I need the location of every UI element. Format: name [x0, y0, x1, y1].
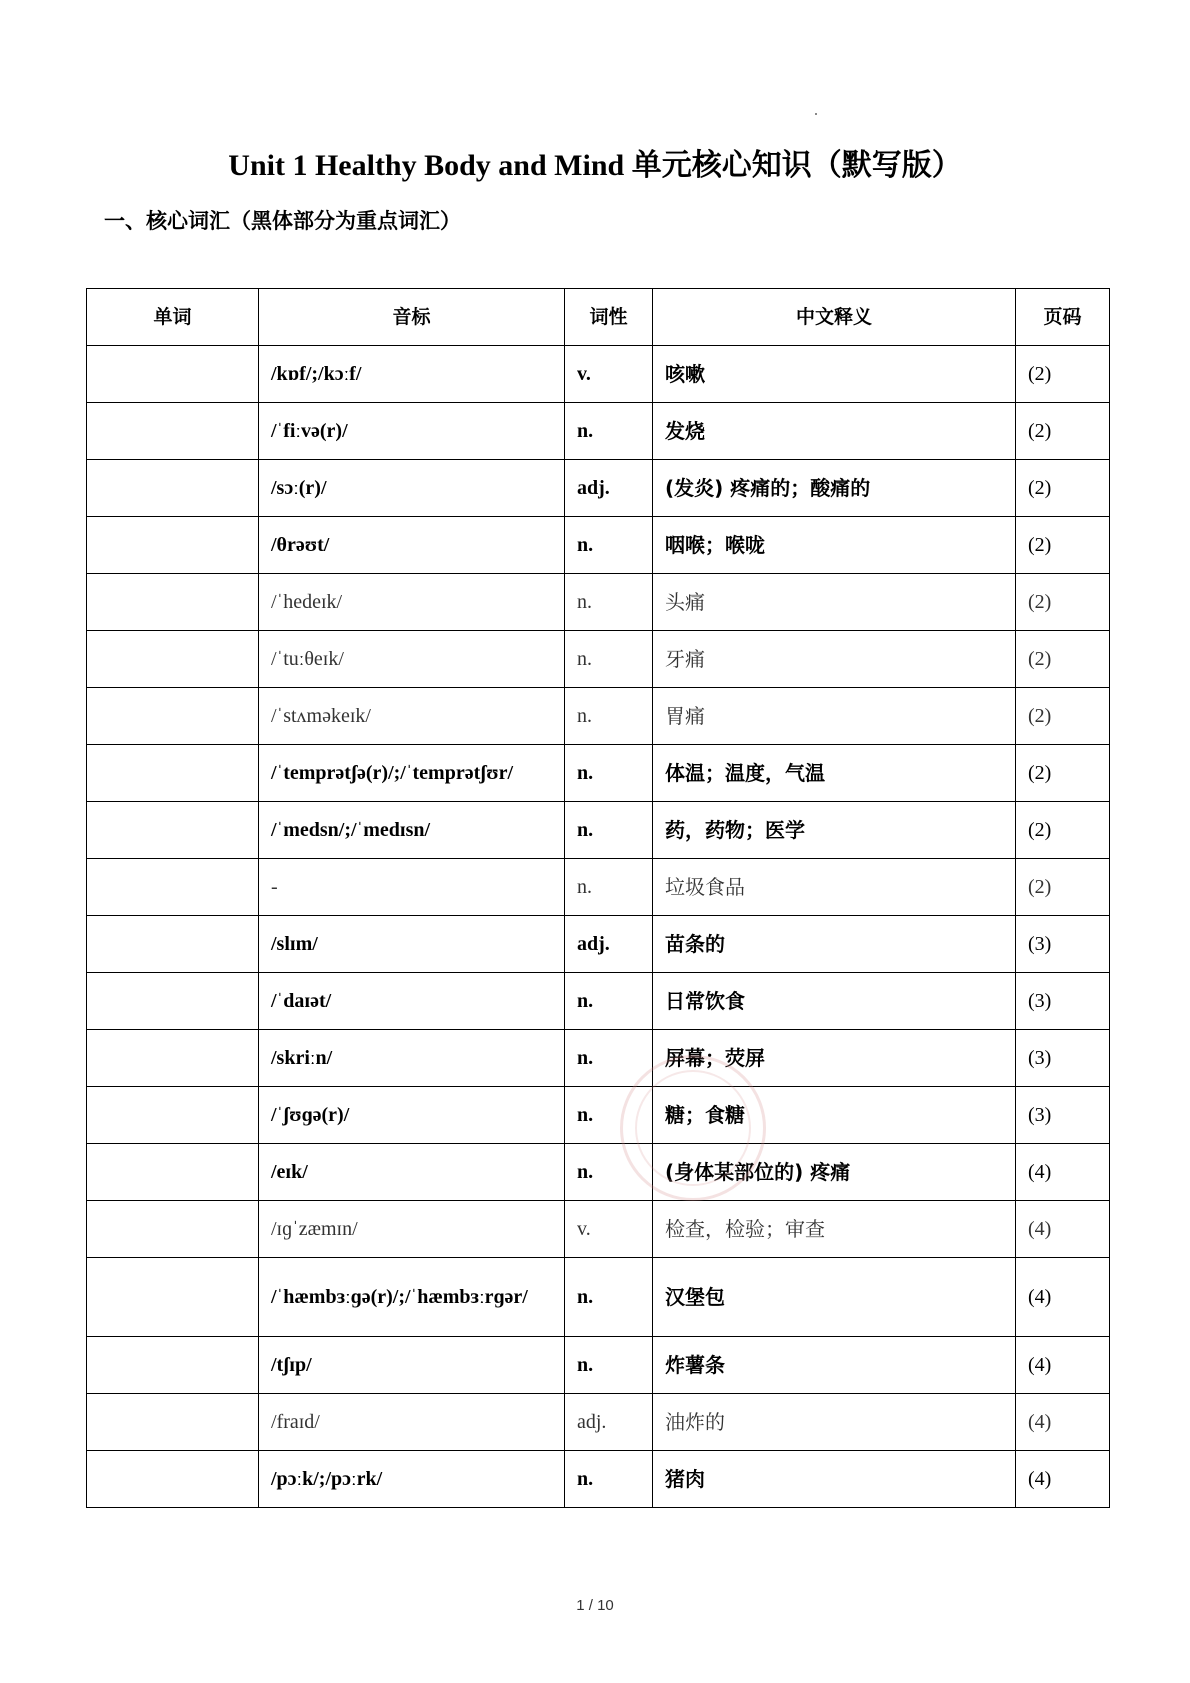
page-ref-cell: (2)	[1016, 688, 1110, 745]
section-heading: 一、核心词汇（黑体部分为重点词汇）	[104, 209, 461, 233]
word-cell[interactable]	[87, 1087, 259, 1144]
table-row	[87, 517, 1110, 574]
meaning-cell: 日常饮食	[653, 973, 1016, 1030]
phonetic-cell: /ˈʃʊɡə(r)/	[259, 1087, 565, 1144]
part-of-speech-cell: adj.	[565, 1394, 653, 1451]
page-ref-cell: (3)	[1016, 1087, 1110, 1144]
part-of-speech-cell: n.	[565, 1087, 653, 1144]
word-cell[interactable]	[87, 688, 259, 745]
header-meaning: 中文释义	[653, 289, 1016, 346]
meaning-cell: 咳嗽	[653, 346, 1016, 403]
meaning-cell: 苗条的	[653, 916, 1016, 973]
page-ref-cell: (4)	[1016, 1337, 1110, 1394]
page-title: Unit 1 Healthy Body and Mind 单元核心知识（默写版）	[228, 149, 962, 182]
word-cell[interactable]	[87, 1258, 259, 1337]
table-row	[87, 973, 1110, 1030]
page-ref-cell: (2)	[1016, 403, 1110, 460]
part-of-speech-cell: n.	[565, 1258, 653, 1337]
page-number: 1 / 10	[576, 1597, 614, 1614]
vocabulary-table	[86, 288, 1110, 1508]
header-phonetic: 音标	[259, 289, 565, 346]
table-header-row	[87, 289, 1110, 346]
page-ref-cell: (3)	[1016, 1030, 1110, 1087]
word-cell[interactable]	[87, 1144, 259, 1201]
word-cell[interactable]	[87, 346, 259, 403]
word-cell[interactable]	[87, 973, 259, 1030]
table-row	[87, 346, 1110, 403]
page-ref-cell: (2)	[1016, 346, 1110, 403]
phonetic-cell: /ɪɡˈzæmɪn/	[259, 1201, 565, 1258]
part-of-speech-cell: n.	[565, 688, 653, 745]
phonetic-cell: /ˈtemprətʃə(r)/;/ˈtemprətʃʊr/	[259, 745, 565, 802]
word-cell[interactable]	[87, 460, 259, 517]
meaning-cell: 发烧	[653, 403, 1016, 460]
table-row	[87, 1394, 1110, 1451]
meaning-cell: 油炸的	[653, 1394, 1016, 1451]
meaning-cell: (身体某部位的) 疼痛	[653, 1144, 1016, 1201]
phonetic-cell: /fraɪd/	[259, 1394, 565, 1451]
meaning-cell: 牙痛	[653, 631, 1016, 688]
word-cell[interactable]	[87, 1201, 259, 1258]
part-of-speech-cell: n.	[565, 802, 653, 859]
word-cell[interactable]	[87, 631, 259, 688]
phonetic-cell: /ˈdaɪət/	[259, 973, 565, 1030]
part-of-speech-cell: n.	[565, 1030, 653, 1087]
table-row	[87, 1201, 1110, 1258]
page-ref-cell: (4)	[1016, 1144, 1110, 1201]
meaning-cell: 头痛	[653, 574, 1016, 631]
phonetic-cell: /tʃɪp/	[259, 1337, 565, 1394]
word-cell[interactable]	[87, 1337, 259, 1394]
page-ref-cell: (2)	[1016, 859, 1110, 916]
table-row	[87, 859, 1110, 916]
phonetic-cell: /skriːn/	[259, 1030, 565, 1087]
header-word: 单词	[87, 289, 259, 346]
part-of-speech-cell: v.	[565, 346, 653, 403]
page-ref-cell: (2)	[1016, 631, 1110, 688]
word-cell[interactable]	[87, 1394, 259, 1451]
phonetic-cell: -	[259, 859, 565, 916]
part-of-speech-cell: n.	[565, 745, 653, 802]
table-row	[87, 403, 1110, 460]
word-cell[interactable]	[87, 1030, 259, 1087]
meaning-cell: 咽喉；喉咙	[653, 517, 1016, 574]
word-cell[interactable]	[87, 802, 259, 859]
page-ref-cell: (4)	[1016, 1394, 1110, 1451]
meaning-cell: 糖；食糖	[653, 1087, 1016, 1144]
phonetic-cell: /eɪk/	[259, 1144, 565, 1201]
table-row	[87, 1258, 1110, 1337]
stray-dot	[815, 113, 817, 115]
part-of-speech-cell: n.	[565, 859, 653, 916]
phonetic-cell: /ˈmedsn/;/ˈmedɪsn/	[259, 802, 565, 859]
word-cell[interactable]	[87, 517, 259, 574]
table-row	[87, 631, 1110, 688]
table-row	[87, 802, 1110, 859]
table-row	[87, 916, 1110, 973]
page-ref-cell: (4)	[1016, 1258, 1110, 1337]
page-ref-cell: (4)	[1016, 1201, 1110, 1258]
phonetic-cell: /ˈhedeɪk/	[259, 574, 565, 631]
table-row	[87, 460, 1110, 517]
phonetic-cell: /sɔː(r)/	[259, 460, 565, 517]
page-ref-cell: (2)	[1016, 802, 1110, 859]
meaning-cell: 炸薯条	[653, 1337, 1016, 1394]
table-row	[87, 574, 1110, 631]
word-cell[interactable]	[87, 859, 259, 916]
part-of-speech-cell: v.	[565, 1201, 653, 1258]
phonetic-cell: /ˈhæmbɜːɡə(r)/;/ˈhæmbɜːrɡər/	[259, 1258, 565, 1337]
table-row	[87, 688, 1110, 745]
meaning-cell: 屏幕；荧屏	[653, 1030, 1016, 1087]
part-of-speech-cell: n.	[565, 973, 653, 1030]
part-of-speech-cell: n.	[565, 631, 653, 688]
page-ref-cell: (2)	[1016, 574, 1110, 631]
header-page: 页码	[1016, 289, 1110, 346]
meaning-cell: 垃圾食品	[653, 859, 1016, 916]
table-row	[87, 1337, 1110, 1394]
part-of-speech-cell: n.	[565, 574, 653, 631]
phonetic-cell: /θrəʊt/	[259, 517, 565, 574]
phonetic-cell: /ˈtuːθeɪk/	[259, 631, 565, 688]
table-row	[87, 1087, 1110, 1144]
part-of-speech-cell: n.	[565, 1451, 653, 1508]
page-ref-cell: (3)	[1016, 973, 1110, 1030]
word-cell[interactable]	[87, 574, 259, 631]
part-of-speech-cell: adj.	[565, 916, 653, 973]
header-pos: 词性	[565, 289, 653, 346]
page-ref-cell: (4)	[1016, 1451, 1110, 1508]
meaning-cell: 检查，检验；审查	[653, 1201, 1016, 1258]
page-ref-cell: (3)	[1016, 916, 1110, 973]
table-row	[87, 1451, 1110, 1508]
page-ref-cell: (2)	[1016, 517, 1110, 574]
page-ref-cell: (2)	[1016, 745, 1110, 802]
phonetic-cell: /pɔːk/;/pɔːrk/	[259, 1451, 565, 1508]
phonetic-cell: /kɒf/;/kɔːf/	[259, 346, 565, 403]
word-cell[interactable]	[87, 403, 259, 460]
meaning-cell: 药，药物；医学	[653, 802, 1016, 859]
meaning-cell: 猪肉	[653, 1451, 1016, 1508]
table-body	[87, 346, 1110, 1508]
phonetic-cell: /ˈstʌməkeɪk/	[259, 688, 565, 745]
part-of-speech-cell: adj.	[565, 460, 653, 517]
meaning-cell: 体温；温度，气温	[653, 745, 1016, 802]
word-cell[interactable]	[87, 916, 259, 973]
meaning-cell: 胃痛	[653, 688, 1016, 745]
part-of-speech-cell: n.	[565, 1337, 653, 1394]
table-row	[87, 745, 1110, 802]
part-of-speech-cell: n.	[565, 1144, 653, 1201]
phonetic-cell: /slɪm/	[259, 916, 565, 973]
meaning-cell: 汉堡包	[653, 1258, 1016, 1337]
word-cell[interactable]	[87, 1451, 259, 1508]
phonetic-cell: /ˈfiːvə(r)/	[259, 403, 565, 460]
table-row	[87, 1144, 1110, 1201]
meaning-cell: (发炎) 疼痛的；酸痛的	[653, 460, 1016, 517]
part-of-speech-cell: n.	[565, 403, 653, 460]
page-ref-cell: (2)	[1016, 460, 1110, 517]
table-row	[87, 1030, 1110, 1087]
part-of-speech-cell: n.	[565, 517, 653, 574]
word-cell[interactable]	[87, 745, 259, 802]
